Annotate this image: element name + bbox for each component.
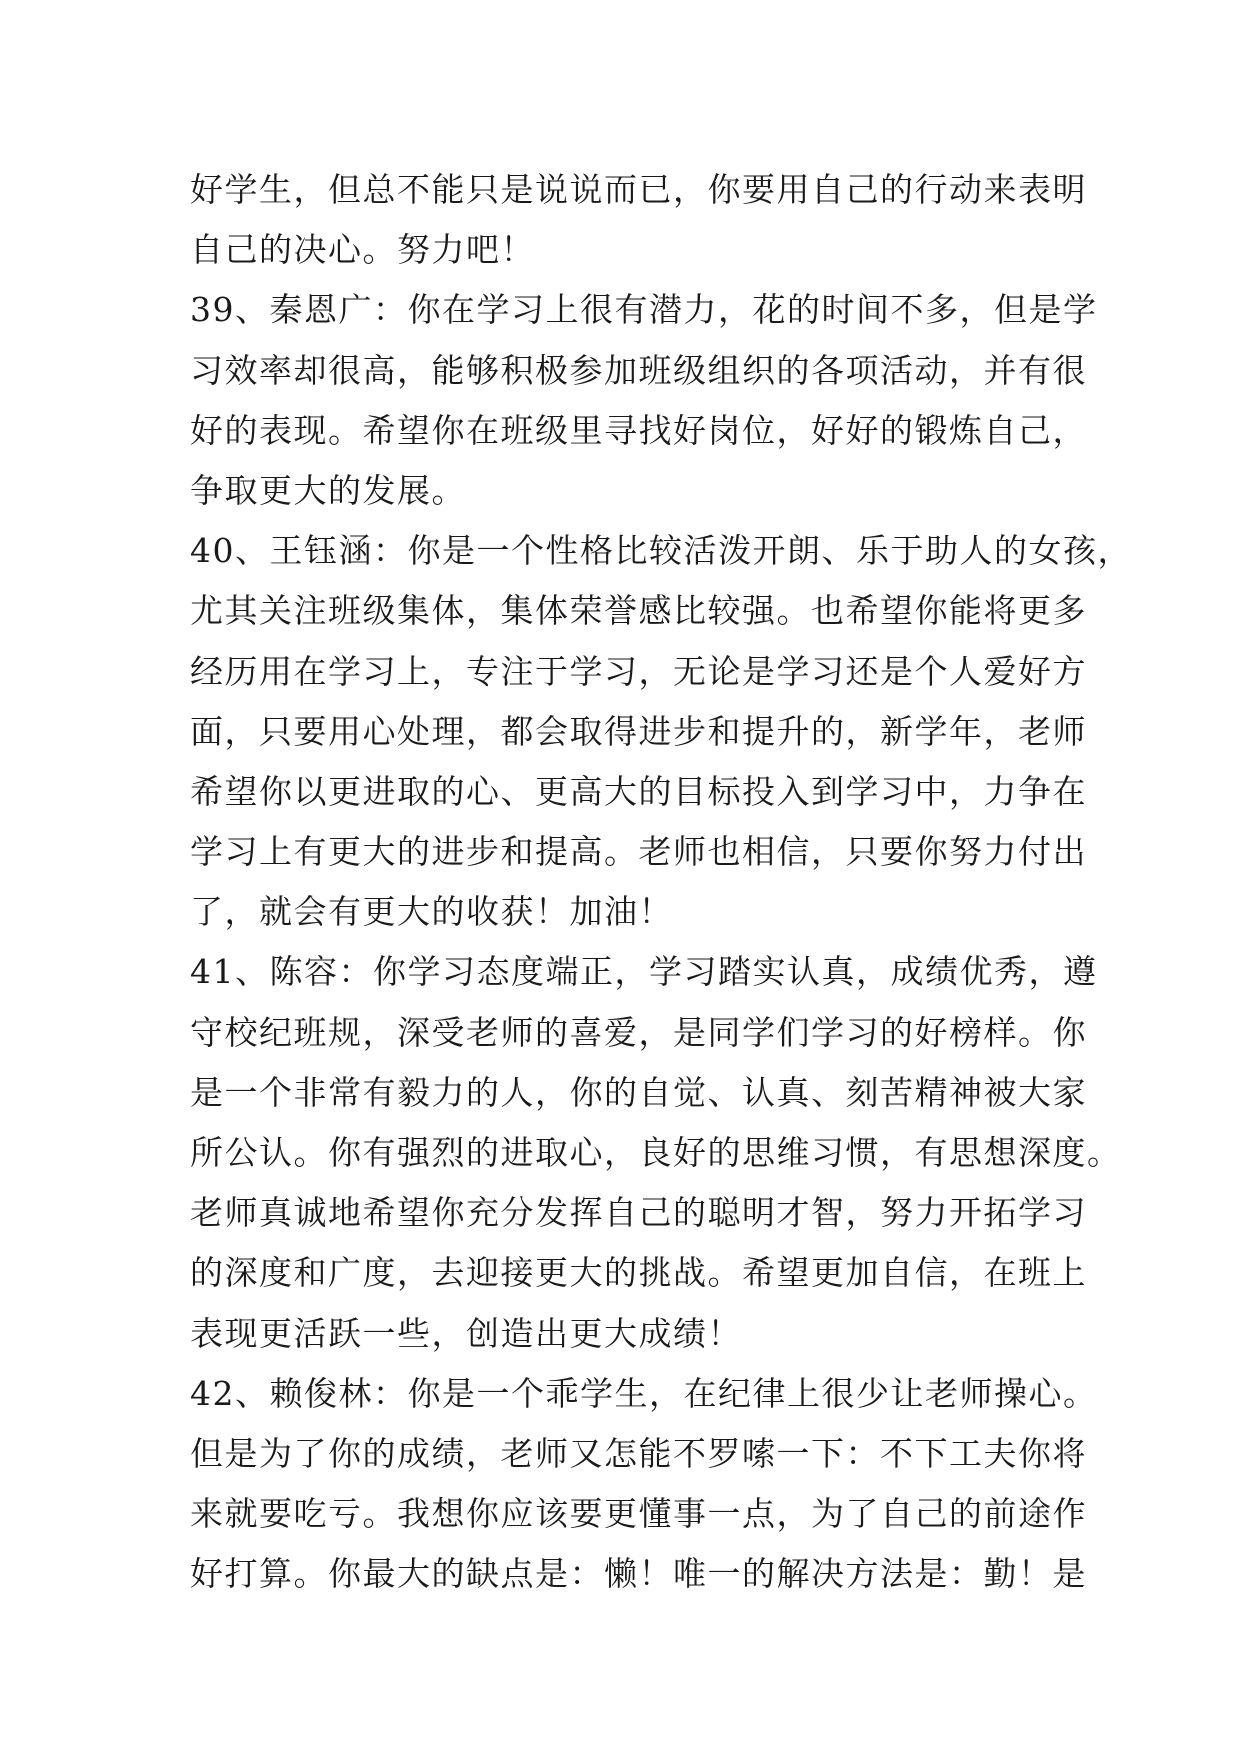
text-line: 来就要吃亏。我想你应该要更懂事一点，为了自己的前途作 (190, 1494, 1087, 1534)
text-line: 40、王钰涵：你是一个性格比较活泼开朗、乐于助人的女孩， (190, 531, 1132, 571)
text-line: 但是为了你的成绩，老师又怎能不罗嗦一下：不下工夫你将 (190, 1433, 1087, 1473)
text-line: 老师真诚地希望你充分发挥自己的聪明才智，努力开拓学习 (190, 1193, 1087, 1233)
text-line: 是一个非常有毅力的人，你的自觉、认真、刻苦精神被大家 (190, 1072, 1087, 1112)
text-line: 学习上有更大的进步和提高。老师也相信，只要你努力付出 (190, 832, 1087, 872)
text-line: 守校纪班规，深受老师的喜爱，是同学们学习的好榜样。你 (190, 1012, 1087, 1052)
text-line: 习效率却很高，能够积极参加班级组织的各项活动，并有很 (190, 350, 1087, 390)
text-line: 的深度和广度，去迎接更大的挑战。希望更加自信，在班上 (190, 1253, 1087, 1293)
text-line: 好的表现。希望你在班级里寻找好岗位，好好的锻炼自己， (190, 410, 1087, 450)
text-line: 争取更大的发展。 (190, 470, 466, 510)
text-line: 经历用在学习上，专注于学习，无论是学习还是个人爱好方 (190, 651, 1087, 691)
text-line: 自己的决心。努力吧！ (190, 230, 535, 270)
document-body (190, 160, 1132, 1605)
text-line: 尤其关注班级集体，集体荣誉感比较强。也希望你能将更多 (190, 591, 1087, 631)
text-line: 39、秦恩广：你在学习上很有潜力，花的时间不多，但是学 (190, 290, 1098, 330)
text-line: 好学生，但总不能只是说说而已，你要用自己的行动来表明 (190, 170, 1087, 209)
text-line: 面，只要用心处理，都会取得进步和提升的，新学年，老师 (190, 711, 1087, 751)
text-line: 所公认。你有强烈的进取心，良好的思维习惯，有思想深度。 (190, 1133, 1122, 1172)
text-line: 41、陈容：你学习态度端正，学习踏实认真，成绩优秀，遵 (190, 952, 1098, 992)
text-line: 希望你以更进取的心、更高大的目标投入到学习中，力争在 (190, 771, 1087, 811)
text-line: 了，就会有更大的收获！加油！ (190, 892, 673, 932)
text-line: 42、赖俊林：你是一个乖学生，在纪律上很少让老师操心。 (190, 1373, 1098, 1413)
text-line: 表现更活跃一些，创造出更大成绩！ (190, 1313, 742, 1353)
text-line: 好打算。你最大的缺点是：懒！唯一的解决方法是：勤！是 (190, 1554, 1087, 1594)
